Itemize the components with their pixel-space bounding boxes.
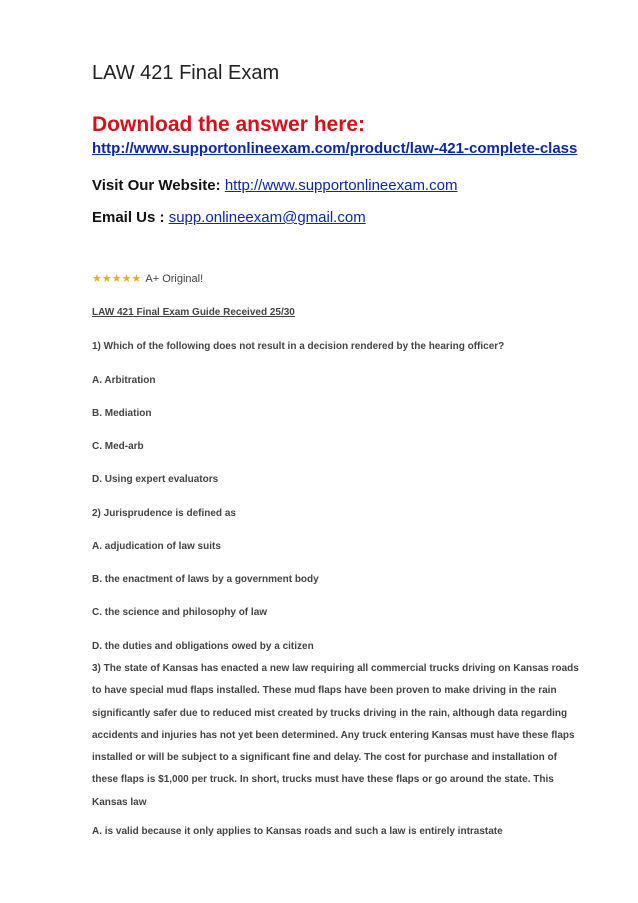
- rating-text: A+ Original!: [145, 273, 204, 285]
- star-icon: ★: [131, 272, 142, 285]
- question-2: 2) Jurisprudence is defined as: [92, 508, 236, 519]
- website-line: [92, 177, 457, 194]
- star-icon: ★: [101, 272, 112, 285]
- email-link[interactable]: supp.onlineexam@gmail.com: [168, 209, 366, 226]
- website-label: Visit Our Website: [92, 177, 216, 194]
- question-2-option-a: A. adjudication of law suits: [92, 541, 221, 552]
- guide-title: LAW 421 Final Exam Guide Received 25/30: [92, 307, 295, 318]
- download-heading: Download the answer here:: [92, 113, 366, 136]
- email-label: Email Us :: [92, 209, 169, 226]
- question-3-line: accidents and injuries has not yet been determined. Any truck entering Kansas must have these flaps: [92, 729, 575, 741]
- question-1-option-d: D. Using expert evaluators: [92, 474, 219, 485]
- rating-stars: [92, 274, 141, 285]
- question-3-option-a: A. is valid because it only applies to Kansas roads and such a law is entirely intrastate: [92, 826, 503, 837]
- document-title: LAW 421 Final Exam: [92, 62, 280, 84]
- website-link[interactable]: http://www.supportonlineexam.com: [224, 177, 458, 194]
- question-3-line: Kansas law: [92, 796, 147, 808]
- question-2-option-c: C. the science and philosophy of law: [92, 607, 268, 618]
- question-3-line: to have special mud flaps installed. These mud flaps have been proven to make driving in the rain: [92, 685, 557, 697]
- star-icon: ★: [92, 272, 102, 285]
- email-line: [92, 209, 366, 226]
- star-icon: ★: [111, 272, 122, 285]
- question-1-option-a: A. Arbitration: [92, 375, 156, 386]
- question-2-option-d: D. the duties and obligations owed by a citizen: [92, 641, 314, 652]
- question-2-option-b: B. the enactment of laws by a government body: [92, 574, 319, 585]
- question-1-option-b: B. Mediation: [92, 408, 152, 419]
- question-3-line: installed or will be subject to a significant fine and delay. The cost for purchase and installation of: [92, 752, 557, 764]
- website-separator: :: [215, 177, 225, 194]
- question-1: 1) Which of the following does not result in a decision rendered by the hearing officer?: [92, 341, 505, 352]
- question-3-line: these flaps is $1,000 per truck. In short, trucks must have these flaps or go around the state. This: [92, 774, 554, 786]
- question-3: [92, 658, 612, 814]
- question-3-line: significantly safer due to reduced mist created by trucks driving in the rain, although data regarding: [92, 707, 568, 719]
- rating-line: [92, 273, 203, 285]
- question-3-line: 3) The state of Kansas has enacted a new law requiring all commercial trucks driving on Kansas roads: [92, 663, 579, 674]
- star-icon: ★: [121, 272, 132, 285]
- download-link[interactable]: http://www.supportonlineexam.com/product/law-421-complete-class: [92, 140, 578, 157]
- question-1-option-c: C. Med-arb: [92, 441, 144, 452]
